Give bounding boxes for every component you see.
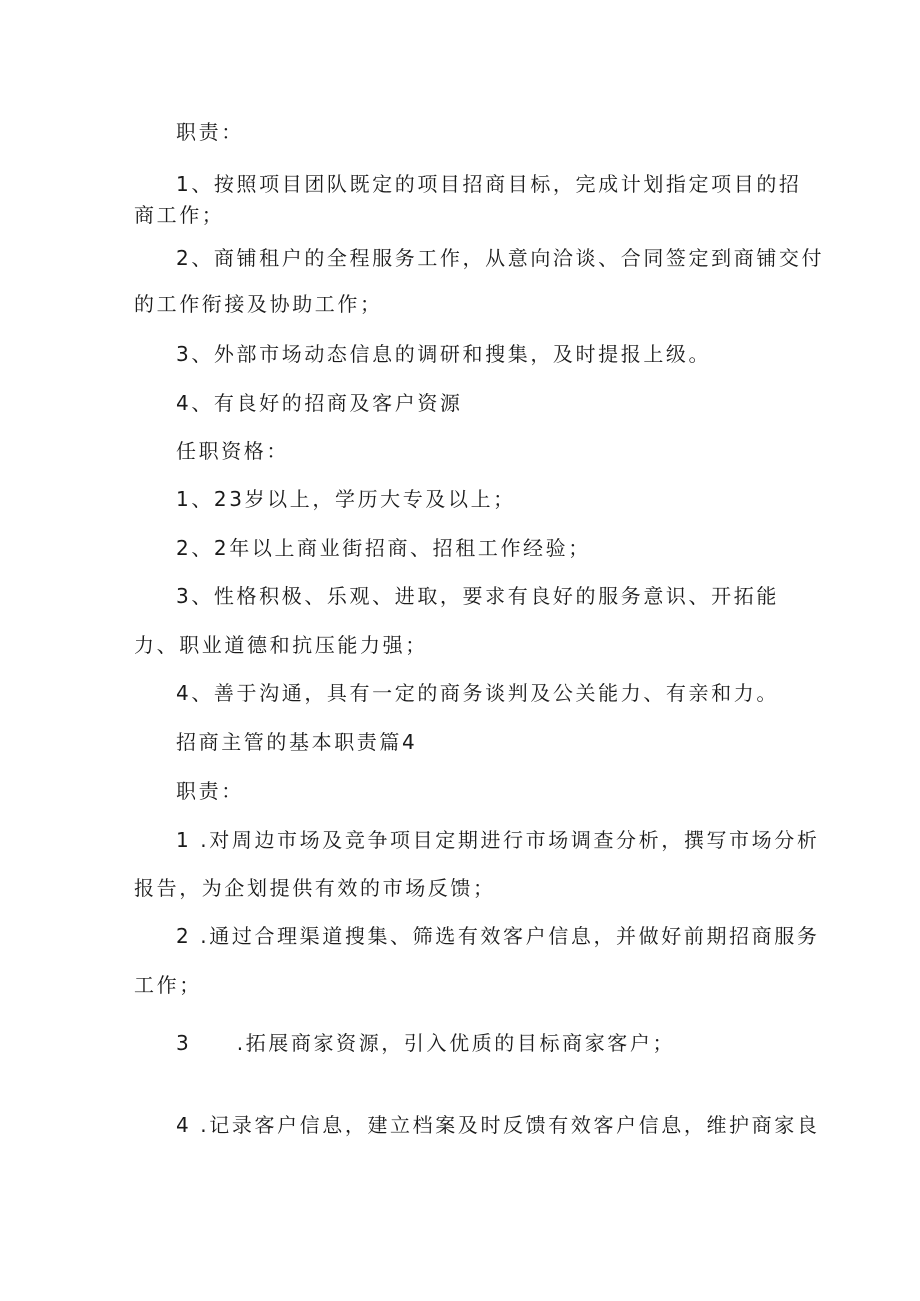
qualification-item-1: 1、23岁以上，学历大专及以上； <box>176 487 516 511</box>
qualification-item-4: 4、善于沟通，具有一定的商务谈判及公关能力、有亲和力。 <box>176 681 779 705</box>
duty-item-2: 2、商铺租户的全程服务工作，从意向洽谈、合同签定到商铺交付 <box>176 246 825 270</box>
duty-heading: 职责： <box>176 120 244 144</box>
duty-item-2-4: 4 .记录客户信息，建立档案及时反馈有效客户信息，维护商家良 <box>176 1113 820 1137</box>
duty-item-2-3-number: 3 <box>176 1031 189 1055</box>
duty-item-2-3 <box>176 1029 675 1057</box>
duty-item-1: 1、按照项目团队既定的项目招商目标，完成计划指定项目的招 <box>176 172 802 196</box>
duty-item-1-continued: 商工作； <box>134 203 225 227</box>
duty-item-2-2: 2 .通过合理渠道搜集、筛选有效客户信息，并做好前期招商服务 <box>176 924 820 948</box>
qualification-item-2: 2、2年以上商业街招商、招租工作经验； <box>176 536 591 560</box>
duty-item-2-3-text: .拓展商家资源，引入优质的目标商家客户； <box>236 1031 676 1055</box>
section-title: 招商主管的基本职责篇4 <box>176 730 418 754</box>
duty-item-2-2-continued: 工作； <box>134 973 202 997</box>
qualification-heading: 任职资格： <box>176 439 289 463</box>
duty-heading-2: 职责： <box>176 779 244 803</box>
duty-item-2-1-continued: 报告，为企划提供有效的市场反馈； <box>134 876 496 900</box>
duty-item-3: 3、外部市场动态信息的调研和搜集，及时提报上级。 <box>176 342 712 366</box>
duty-item-2-continued: 的工作衔接及协助工作； <box>134 292 383 316</box>
qualification-item-3-continued: 力、职业道德和抗压能力强； <box>134 633 428 657</box>
duty-item-2-1: 1 .对周边市场及竞争项目定期进行市场调查分析，撰写市场分析 <box>176 828 820 852</box>
duty-item-4: 4、有良好的招商及客户资源 <box>176 391 463 415</box>
qualification-item-3: 3、性格积极、乐观、进取，要求有良好的服务意识、开拓能 <box>176 584 779 608</box>
